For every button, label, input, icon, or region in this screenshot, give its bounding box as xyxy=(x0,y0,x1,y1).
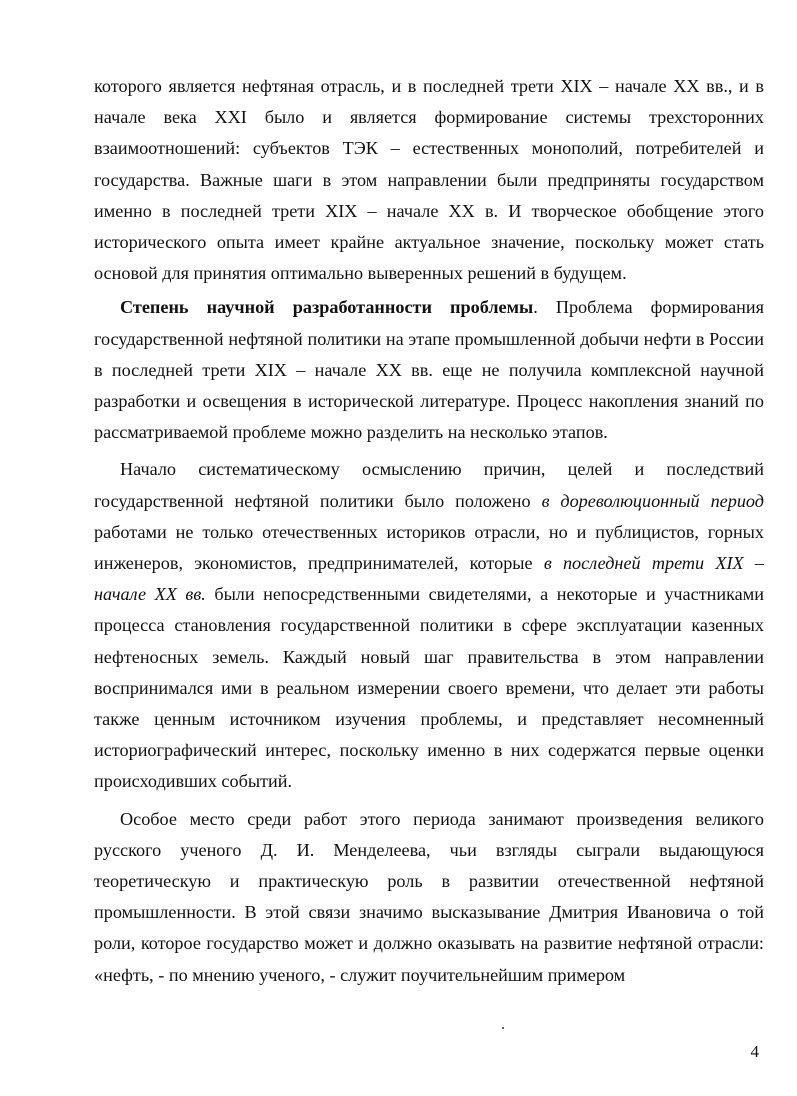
paragraph-3 xyxy=(94,454,764,797)
scan-speck xyxy=(502,1027,504,1029)
paragraph-3-italic-2: в последней трети XIX – начале XX вв. xyxy=(94,553,764,605)
page-number: 4 xyxy=(750,1042,759,1061)
section-heading: Степень научной разработанности проблемы xyxy=(120,297,534,318)
paragraph-4: Особое место среди работ этого периода занимают произведения великого русского ученого Д. И. Менделеева, чьи взгляды сыграли выдающуюся теоретическую и практическую роль в развитии отечественной нефтяной промышленности. В этой связи значимо высказывание Дмитрия Ивановича о той роли, которое государство может и должно оказывать на развитие нефтяной отрасли: «нефть, - по мнению ученого, - служит поучительнейшим примером xyxy=(94,808,764,985)
paragraph-2-text: . Проблема формирования государственной нефтяной политики на этапе промышленной добычи нефти в России в последней трети XIX – начале XX вв. еще не получила комплексной научной разработки и освещения в исторической литературе. Процесс накопления знаний по рассматриваемой проблеме можно разделить на несколько этапов. xyxy=(94,297,765,443)
paragraph-2 xyxy=(94,292,764,448)
body-text xyxy=(94,71,764,991)
paragraph-3-text-3: были непосредственными свидетелями, а некоторые и участниками процесса становления государственной политики в сфере эксплуатации казенных нефтеносных земель. Каждый новый шаг правительства в этом направлении воспринимался ими в реальном измерении своего времени, что делает эти работы также ценным источником изучения проблемы, и представляет несомненный историографический интерес, поскольку именно в них содержатся первые оценки происходивших событий. xyxy=(94,584,764,792)
paragraph-3-text-1: Начало систематическому осмыслению причин, целей и последствий государственной нефтяной политики было положено xyxy=(94,459,764,511)
paragraph-3-text-2: работами не только отечественных историков отрасли, но и публицистов, горных инженеров, экономистов, предпринимателей, которые xyxy=(94,521,764,574)
paragraph-1: которого является нефтяная отрасль, и в последней трети XIX – начале XX вв., и в начале века XXI было и является формирование системы трехсторонних взаимоотношений: субъектов ТЭК – естественных монополий, потребителей и государства. Важные шаги в этом направлении были предприняты государством именно в последней трети XIX – начале XX в. И творческое обобщение этого исторического опыта имеет крайне актуальное значение, поскольку может стать основой для принятия оптимально выверенных решений в будущем. xyxy=(94,76,764,284)
paragraph-3-italic-1: в дореволюционный период xyxy=(541,490,764,511)
